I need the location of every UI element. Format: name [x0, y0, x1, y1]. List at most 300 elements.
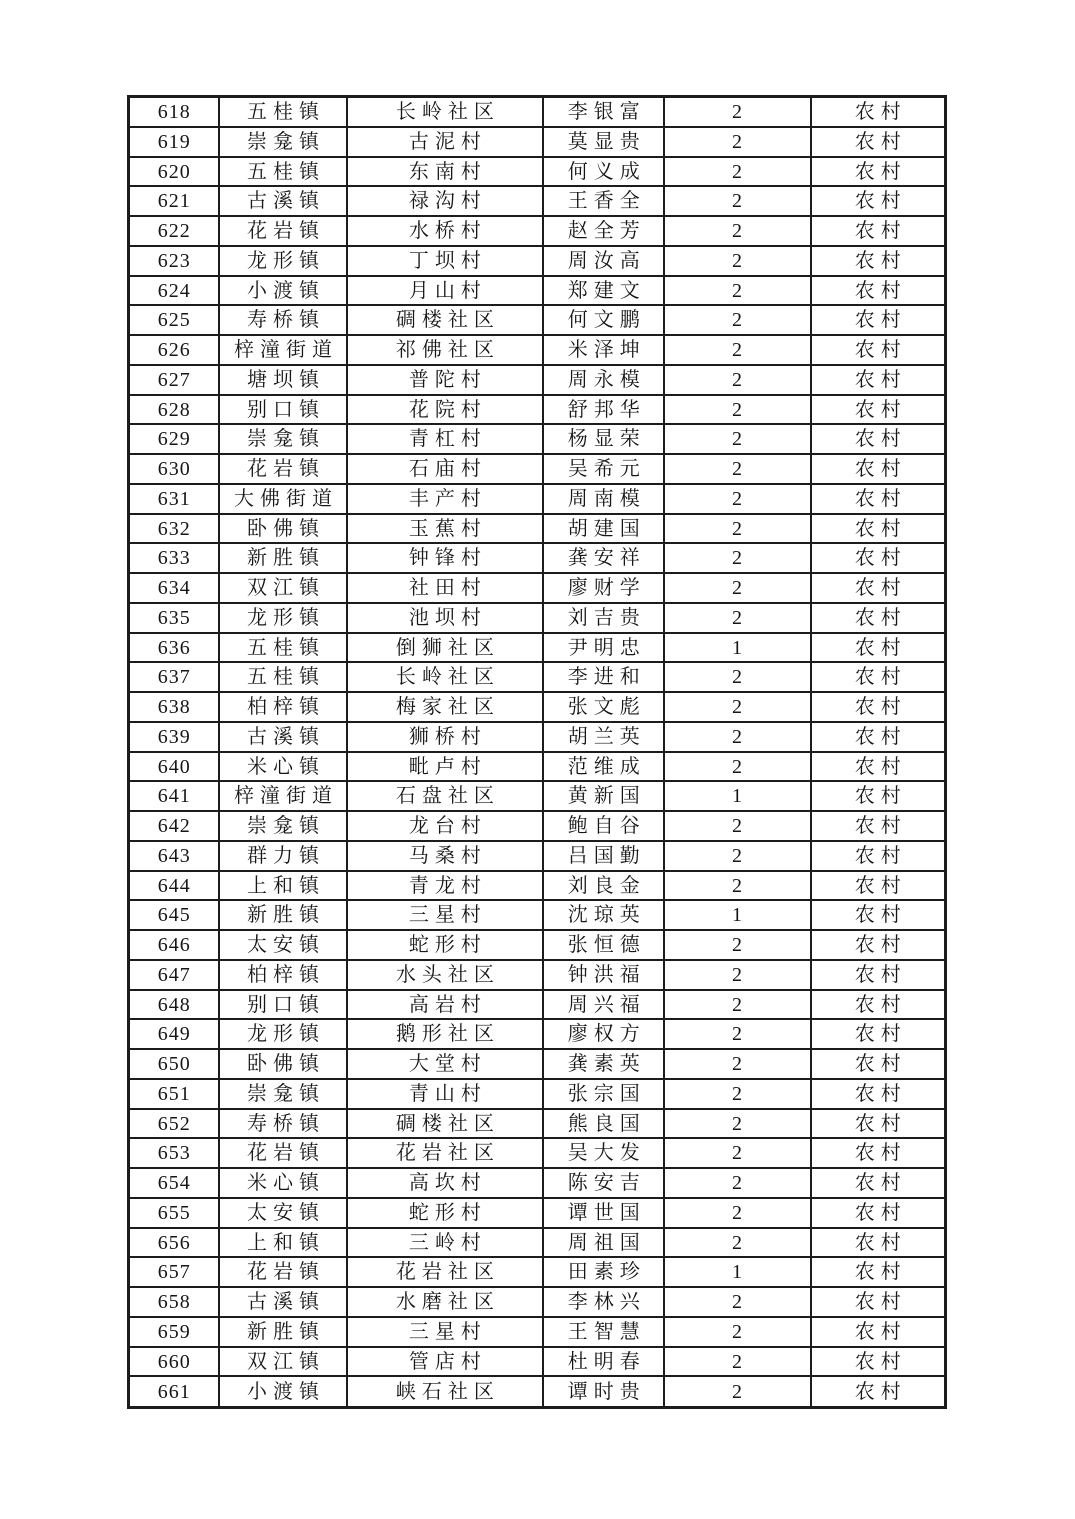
cell-name: 陈安吉: [543, 1168, 664, 1198]
cell-index: 629: [129, 424, 220, 454]
cell-town: 太安镇: [219, 930, 346, 960]
cell-village: 青山村: [347, 1079, 544, 1109]
cell-index: 618: [129, 97, 220, 127]
cell-town: 寿桥镇: [219, 1109, 346, 1139]
cell-index: 644: [129, 871, 220, 901]
cell-index: 630: [129, 454, 220, 484]
cell-area-type: 农村: [811, 97, 946, 127]
cell-village: 古泥村: [347, 127, 544, 157]
cell-village: 倒狮社区: [347, 633, 544, 663]
table-row: [129, 1287, 946, 1317]
cell-town: 上和镇: [219, 871, 346, 901]
cell-town: 五桂镇: [219, 633, 346, 663]
cell-village: 丰产村: [347, 484, 544, 514]
table-row: [129, 990, 946, 1020]
cell-town: 柏梓镇: [219, 960, 346, 990]
cell-town: 花岩镇: [219, 1257, 346, 1287]
cell-index: 634: [129, 573, 220, 603]
cell-village: 水头社区: [347, 960, 544, 990]
cell-index: 627: [129, 365, 220, 395]
cell-area-type: 农村: [811, 781, 946, 811]
cell-index: 655: [129, 1198, 220, 1228]
cell-count: 2: [664, 752, 810, 782]
cell-count: 2: [664, 1317, 810, 1347]
cell-name: 田素珍: [543, 1257, 664, 1287]
cell-count: 2: [664, 365, 810, 395]
cell-town: 花岩镇: [219, 216, 346, 246]
cell-index: 626: [129, 335, 220, 365]
cell-area-type: 农村: [811, 930, 946, 960]
cell-index: 661: [129, 1376, 220, 1407]
cell-village: 花院村: [347, 395, 544, 425]
cell-area-type: 农村: [811, 365, 946, 395]
table-row: [129, 1257, 946, 1287]
cell-index: 625: [129, 305, 220, 335]
cell-village: 狮桥村: [347, 722, 544, 752]
cell-count: 2: [664, 841, 810, 871]
cell-area-type: 农村: [811, 484, 946, 514]
cell-count: 2: [664, 484, 810, 514]
cell-count: 2: [664, 1287, 810, 1317]
cell-area-type: 农村: [811, 692, 946, 722]
cell-index: 639: [129, 722, 220, 752]
table-row: [129, 722, 946, 752]
cell-area-type: 农村: [811, 1019, 946, 1049]
cell-count: 2: [664, 811, 810, 841]
cell-index: 653: [129, 1138, 220, 1168]
cell-village: 碉楼社区: [347, 1109, 544, 1139]
cell-count: 1: [664, 900, 810, 930]
table-row: [129, 603, 946, 633]
cell-area-type: 农村: [811, 841, 946, 871]
records-table-body: [129, 97, 946, 1408]
cell-index: 649: [129, 1019, 220, 1049]
table-row: [129, 484, 946, 514]
cell-village: 普陀村: [347, 365, 544, 395]
cell-area-type: 农村: [811, 752, 946, 782]
cell-index: 660: [129, 1347, 220, 1377]
cell-count: 2: [664, 1049, 810, 1079]
cell-area-type: 农村: [811, 603, 946, 633]
cell-village: 钟锋村: [347, 543, 544, 573]
cell-name: 李银富: [543, 97, 664, 127]
table-row: [129, 305, 946, 335]
cell-index: 658: [129, 1287, 220, 1317]
cell-index: 647: [129, 960, 220, 990]
cell-count: 2: [664, 1079, 810, 1109]
cell-index: 640: [129, 752, 220, 782]
cell-count: 2: [664, 1138, 810, 1168]
table-row: [129, 335, 946, 365]
cell-name: 吕国勤: [543, 841, 664, 871]
table-row: [129, 1079, 946, 1109]
cell-name: 王智慧: [543, 1317, 664, 1347]
cell-count: 2: [664, 246, 810, 276]
cell-count: 2: [664, 603, 810, 633]
cell-count: 2: [664, 276, 810, 306]
cell-area-type: 农村: [811, 1049, 946, 1079]
cell-area-type: 农村: [811, 454, 946, 484]
cell-name: 沈琼英: [543, 900, 664, 930]
cell-name: 莫显贵: [543, 127, 664, 157]
cell-village: 三星村: [347, 900, 544, 930]
table-row: [129, 871, 946, 901]
cell-count: 2: [664, 335, 810, 365]
cell-index: 650: [129, 1049, 220, 1079]
cell-village: 毗卢村: [347, 752, 544, 782]
cell-village: 碉楼社区: [347, 305, 544, 335]
cell-town: 古溪镇: [219, 722, 346, 752]
table-row: [129, 365, 946, 395]
table-row: [129, 930, 946, 960]
cell-town: 龙形镇: [219, 246, 346, 276]
cell-index: 620: [129, 157, 220, 187]
cell-index: 643: [129, 841, 220, 871]
cell-index: 624: [129, 276, 220, 306]
cell-name: 吴希元: [543, 454, 664, 484]
cell-village: 长岭社区: [347, 662, 544, 692]
cell-area-type: 农村: [811, 127, 946, 157]
table-row: [129, 246, 946, 276]
table-row: [129, 1138, 946, 1168]
table-row: [129, 543, 946, 573]
cell-name: 胡兰英: [543, 722, 664, 752]
cell-name: 郑建文: [543, 276, 664, 306]
cell-village: 丁坝村: [347, 246, 544, 276]
table-row: [129, 157, 946, 187]
cell-name: 米泽坤: [543, 335, 664, 365]
cell-village: 大堂村: [347, 1049, 544, 1079]
cell-area-type: 农村: [811, 1376, 946, 1407]
cell-town: 小渡镇: [219, 276, 346, 306]
table-row: [129, 514, 946, 544]
cell-village: 玉蕉村: [347, 514, 544, 544]
cell-area-type: 农村: [811, 990, 946, 1020]
cell-village: 高岩村: [347, 990, 544, 1020]
cell-name: 周兴福: [543, 990, 664, 1020]
cell-name: 熊良国: [543, 1109, 664, 1139]
cell-name: 尹明忠: [543, 633, 664, 663]
table-row: [129, 1049, 946, 1079]
cell-index: 631: [129, 484, 220, 514]
cell-town: 五桂镇: [219, 157, 346, 187]
table-row: [129, 424, 946, 454]
cell-town: 别口镇: [219, 395, 346, 425]
cell-name: 张恒德: [543, 930, 664, 960]
cell-index: 628: [129, 395, 220, 425]
cell-village: 峡石社区: [347, 1376, 544, 1407]
cell-count: 2: [664, 305, 810, 335]
cell-index: 619: [129, 127, 220, 157]
cell-village: 花岩社区: [347, 1138, 544, 1168]
cell-town: 龙形镇: [219, 603, 346, 633]
cell-name: 杜明春: [543, 1347, 664, 1377]
cell-count: 2: [664, 157, 810, 187]
table-row: [129, 1168, 946, 1198]
cell-town: 米心镇: [219, 1168, 346, 1198]
cell-area-type: 农村: [811, 246, 946, 276]
records-table: [127, 95, 947, 1409]
cell-village: 青龙村: [347, 871, 544, 901]
cell-town: 花岩镇: [219, 454, 346, 484]
cell-village: 月山村: [347, 276, 544, 306]
cell-area-type: 农村: [811, 900, 946, 930]
cell-area-type: 农村: [811, 573, 946, 603]
cell-area-type: 农村: [811, 1079, 946, 1109]
cell-name: 周汝高: [543, 246, 664, 276]
cell-index: 621: [129, 186, 220, 216]
cell-town: 崇龛镇: [219, 424, 346, 454]
cell-village: 鹅形社区: [347, 1019, 544, 1049]
cell-index: 648: [129, 990, 220, 1020]
cell-name: 廖权方: [543, 1019, 664, 1049]
cell-name: 廖财学: [543, 573, 664, 603]
cell-town: 五桂镇: [219, 662, 346, 692]
cell-village: 马桑村: [347, 841, 544, 871]
cell-village: 龙台村: [347, 811, 544, 841]
cell-name: 吴大发: [543, 1138, 664, 1168]
cell-index: 622: [129, 216, 220, 246]
cell-town: 大佛街道: [219, 484, 346, 514]
cell-village: 禄沟村: [347, 186, 544, 216]
cell-town: 崇龛镇: [219, 1079, 346, 1109]
cell-town: 古溪镇: [219, 186, 346, 216]
cell-area-type: 农村: [811, 305, 946, 335]
cell-area-type: 农村: [811, 1168, 946, 1198]
cell-index: 632: [129, 514, 220, 544]
cell-town: 双江镇: [219, 573, 346, 603]
cell-area-type: 农村: [811, 1109, 946, 1139]
cell-index: 659: [129, 1317, 220, 1347]
cell-name: 龚安祥: [543, 543, 664, 573]
cell-area-type: 农村: [811, 1317, 946, 1347]
cell-name: 张文彪: [543, 692, 664, 722]
table-row: [129, 1228, 946, 1258]
cell-town: 塘坝镇: [219, 365, 346, 395]
cell-town: 崇龛镇: [219, 127, 346, 157]
cell-name: 张宗国: [543, 1079, 664, 1109]
cell-area-type: 农村: [811, 811, 946, 841]
records-table-container: [127, 95, 947, 1409]
cell-count: 2: [664, 514, 810, 544]
cell-count: 2: [664, 454, 810, 484]
cell-index: 635: [129, 603, 220, 633]
cell-town: 米心镇: [219, 752, 346, 782]
cell-count: 2: [664, 424, 810, 454]
table-row: [129, 811, 946, 841]
cell-town: 梓潼街道: [219, 335, 346, 365]
cell-town: 五桂镇: [219, 97, 346, 127]
cell-name: 何义成: [543, 157, 664, 187]
cell-name: 王香全: [543, 186, 664, 216]
cell-name: 李林兴: [543, 1287, 664, 1317]
cell-name: 谭时贵: [543, 1376, 664, 1407]
table-row: [129, 276, 946, 306]
cell-town: 古溪镇: [219, 1287, 346, 1317]
cell-name: 刘良金: [543, 871, 664, 901]
cell-area-type: 农村: [811, 424, 946, 454]
cell-count: 2: [664, 1019, 810, 1049]
cell-index: 642: [129, 811, 220, 841]
cell-village: 石盘社区: [347, 781, 544, 811]
cell-count: 2: [664, 186, 810, 216]
cell-village: 长岭社区: [347, 97, 544, 127]
table-row: [129, 960, 946, 990]
cell-count: 2: [664, 1109, 810, 1139]
cell-area-type: 农村: [811, 1228, 946, 1258]
cell-town: 新胜镇: [219, 1317, 346, 1347]
cell-count: 2: [664, 1376, 810, 1407]
cell-index: 633: [129, 543, 220, 573]
cell-town: 上和镇: [219, 1228, 346, 1258]
table-row: [129, 841, 946, 871]
cell-area-type: 农村: [811, 514, 946, 544]
cell-count: 2: [664, 662, 810, 692]
cell-name: 周祖国: [543, 1228, 664, 1258]
cell-index: 638: [129, 692, 220, 722]
cell-index: 623: [129, 246, 220, 276]
cell-area-type: 农村: [811, 216, 946, 246]
cell-count: 2: [664, 1168, 810, 1198]
table-row: [129, 1317, 946, 1347]
cell-area-type: 农村: [811, 157, 946, 187]
cell-village: 池坝村: [347, 603, 544, 633]
cell-index: 652: [129, 1109, 220, 1139]
cell-count: 2: [664, 960, 810, 990]
table-row: [129, 1019, 946, 1049]
cell-area-type: 农村: [811, 1347, 946, 1377]
table-row: [129, 900, 946, 930]
cell-area-type: 农村: [811, 395, 946, 425]
cell-village: 青杠村: [347, 424, 544, 454]
cell-index: 645: [129, 900, 220, 930]
table-row: [129, 633, 946, 663]
table-row: [129, 454, 946, 484]
cell-name: 龚素英: [543, 1049, 664, 1079]
cell-village: 管店村: [347, 1347, 544, 1377]
cell-town: 别口镇: [219, 990, 346, 1020]
cell-index: 657: [129, 1257, 220, 1287]
table-row: [129, 1376, 946, 1407]
table-row: [129, 692, 946, 722]
table-row: [129, 662, 946, 692]
cell-village: 三星村: [347, 1317, 544, 1347]
cell-count: 2: [664, 216, 810, 246]
cell-count: 2: [664, 722, 810, 752]
table-row: [129, 781, 946, 811]
cell-name: 杨显荣: [543, 424, 664, 454]
cell-town: 卧佛镇: [219, 514, 346, 544]
cell-name: 李进和: [543, 662, 664, 692]
cell-count: 2: [664, 692, 810, 722]
table-row: [129, 1347, 946, 1377]
table-row: [129, 216, 946, 246]
table-row: [129, 573, 946, 603]
cell-index: 654: [129, 1168, 220, 1198]
cell-area-type: 农村: [811, 543, 946, 573]
cell-town: 梓潼街道: [219, 781, 346, 811]
table-row: [129, 752, 946, 782]
table-row: [129, 1198, 946, 1228]
cell-town: 群力镇: [219, 841, 346, 871]
cell-village: 高坎村: [347, 1168, 544, 1198]
cell-count: 1: [664, 633, 810, 663]
cell-name: 范维成: [543, 752, 664, 782]
cell-index: 646: [129, 930, 220, 960]
cell-village: 祁佛社区: [347, 335, 544, 365]
cell-name: 刘吉贵: [543, 603, 664, 633]
cell-name: 舒邦华: [543, 395, 664, 425]
cell-town: 新胜镇: [219, 900, 346, 930]
cell-area-type: 农村: [811, 1257, 946, 1287]
cell-village: 水磨社区: [347, 1287, 544, 1317]
cell-name: 胡建国: [543, 514, 664, 544]
cell-count: 2: [664, 395, 810, 425]
cell-count: 2: [664, 871, 810, 901]
cell-village: 社田村: [347, 573, 544, 603]
cell-index: 637: [129, 662, 220, 692]
cell-area-type: 农村: [811, 1138, 946, 1168]
cell-area-type: 农村: [811, 1287, 946, 1317]
cell-name: 赵全芳: [543, 216, 664, 246]
cell-count: 2: [664, 97, 810, 127]
table-row: [129, 97, 946, 127]
cell-index: 651: [129, 1079, 220, 1109]
cell-village: 花岩社区: [347, 1257, 544, 1287]
table-row: [129, 1109, 946, 1139]
cell-village: 梅家社区: [347, 692, 544, 722]
cell-town: 崇龛镇: [219, 811, 346, 841]
cell-count: 2: [664, 930, 810, 960]
cell-town: 柏梓镇: [219, 692, 346, 722]
cell-town: 卧佛镇: [219, 1049, 346, 1079]
cell-name: 黄新国: [543, 781, 664, 811]
cell-area-type: 农村: [811, 871, 946, 901]
cell-village: 水桥村: [347, 216, 544, 246]
table-row: [129, 395, 946, 425]
cell-village: 东南村: [347, 157, 544, 187]
cell-town: 双江镇: [219, 1347, 346, 1377]
cell-index: 656: [129, 1228, 220, 1258]
cell-count: 2: [664, 990, 810, 1020]
cell-name: 何文鹏: [543, 305, 664, 335]
cell-count: 1: [664, 781, 810, 811]
cell-index: 641: [129, 781, 220, 811]
cell-town: 寿桥镇: [219, 305, 346, 335]
cell-area-type: 农村: [811, 1198, 946, 1228]
cell-name: 周永模: [543, 365, 664, 395]
cell-village: 蛇形村: [347, 1198, 544, 1228]
cell-town: 新胜镇: [219, 543, 346, 573]
cell-area-type: 农村: [811, 662, 946, 692]
cell-town: 花岩镇: [219, 1138, 346, 1168]
cell-area-type: 农村: [811, 335, 946, 365]
cell-town: 小渡镇: [219, 1376, 346, 1407]
cell-name: 谭世国: [543, 1198, 664, 1228]
cell-count: 1: [664, 1257, 810, 1287]
cell-town: 龙形镇: [219, 1019, 346, 1049]
cell-name: 钟洪福: [543, 960, 664, 990]
cell-town: 太安镇: [219, 1198, 346, 1228]
cell-area-type: 农村: [811, 722, 946, 752]
cell-village: 三岭村: [347, 1228, 544, 1258]
cell-name: 鲍自谷: [543, 811, 664, 841]
cell-area-type: 农村: [811, 960, 946, 990]
cell-area-type: 农村: [811, 633, 946, 663]
cell-area-type: 农村: [811, 276, 946, 306]
cell-count: 2: [664, 1228, 810, 1258]
cell-village: 石庙村: [347, 454, 544, 484]
